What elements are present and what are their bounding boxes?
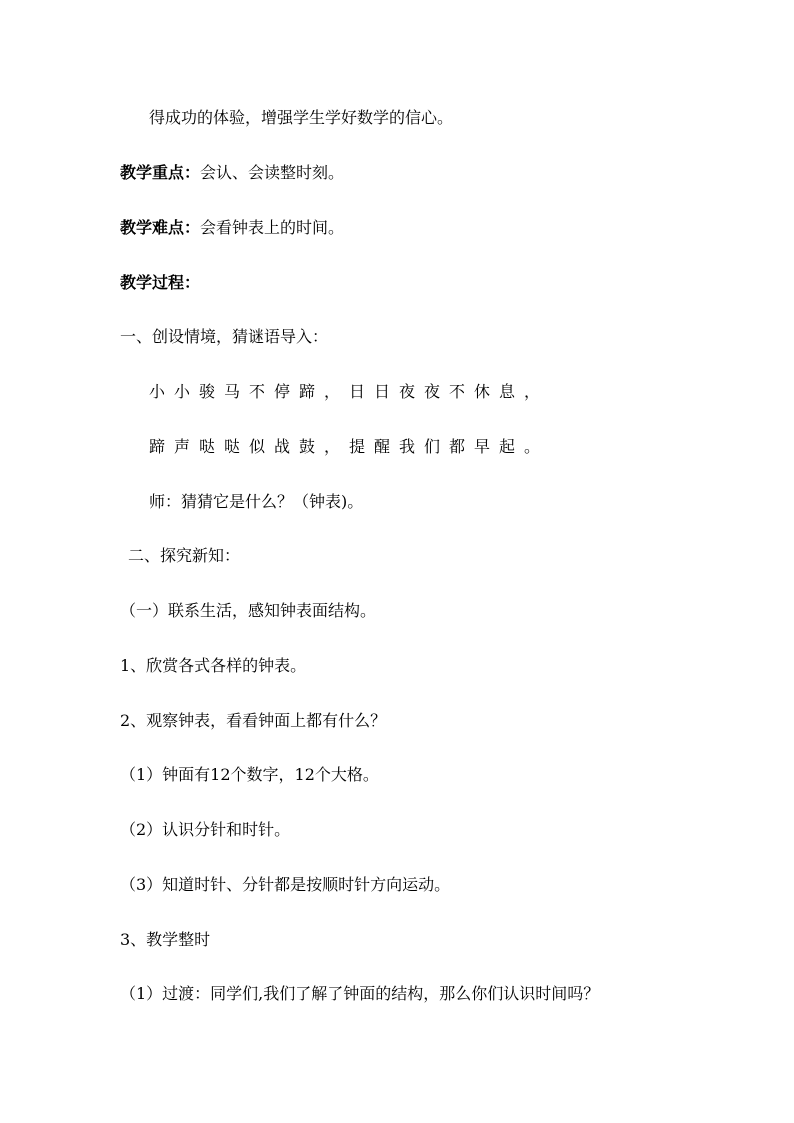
teaching-focus-label: 教学重点：	[120, 163, 201, 182]
step-3-item-1	[120, 984, 599, 1004]
item-text: （2）认识分针和时针。	[120, 820, 291, 839]
teaching-focus-text: 会认、会读整时刻。	[200, 163, 345, 182]
riddle-line-1	[149, 382, 549, 402]
step-2	[120, 711, 386, 731]
step-2-item-2	[120, 820, 290, 840]
teaching-difficulty	[120, 218, 344, 238]
step-text: 1、欣赏各式各样的钟表。	[120, 656, 307, 675]
objective-continuation	[149, 108, 453, 128]
section-one-heading	[120, 327, 328, 347]
subsection-one-heading	[120, 601, 376, 621]
step-text: 3、教学整时	[120, 930, 211, 949]
paragraph-text: 师：猜猜它是什么？（钟表)。	[149, 492, 364, 511]
riddle-text: 蹄声哒哒似战鼓，提醒我们都早起。	[149, 437, 550, 456]
riddle-text: 小小骏马不停蹄，日日夜夜不休息，	[149, 382, 550, 401]
item-text: （1）钟面有12个数字，12个大格。	[120, 765, 379, 784]
step-2-item-1	[120, 765, 379, 785]
teaching-process-label: 教学过程：	[120, 273, 201, 292]
step-2-item-3	[120, 875, 450, 895]
teaching-process-heading	[120, 273, 200, 293]
teaching-difficulty-text: 会看钟表上的时间。	[200, 218, 345, 237]
section-heading-text: 一、创设情境，猜谜语导入：	[120, 327, 329, 346]
section-heading-text: 二、探究新知：	[128, 546, 241, 565]
step-text: 2、观察钟表，看看钟面上都有什么？	[120, 711, 387, 730]
section-two-heading	[128, 546, 240, 566]
teacher-question	[149, 492, 363, 512]
riddle-line-2	[149, 437, 549, 457]
subsection-heading-text: （一）联系生活，感知钟表面结构。	[120, 601, 377, 620]
teaching-focus	[120, 163, 344, 183]
step-3	[120, 930, 210, 950]
item-text: （1）过渡：同学们,我们了解了钟面的结构，那么你们认识时间吗？	[120, 984, 600, 1003]
paragraph-text: 得成功的体验，增强学生学好数学的信心。	[149, 108, 454, 127]
teaching-difficulty-label: 教学难点：	[120, 218, 201, 237]
item-text: （3）知道时针、分针都是按顺时针方向运动。	[120, 875, 451, 894]
step-1	[120, 656, 306, 676]
